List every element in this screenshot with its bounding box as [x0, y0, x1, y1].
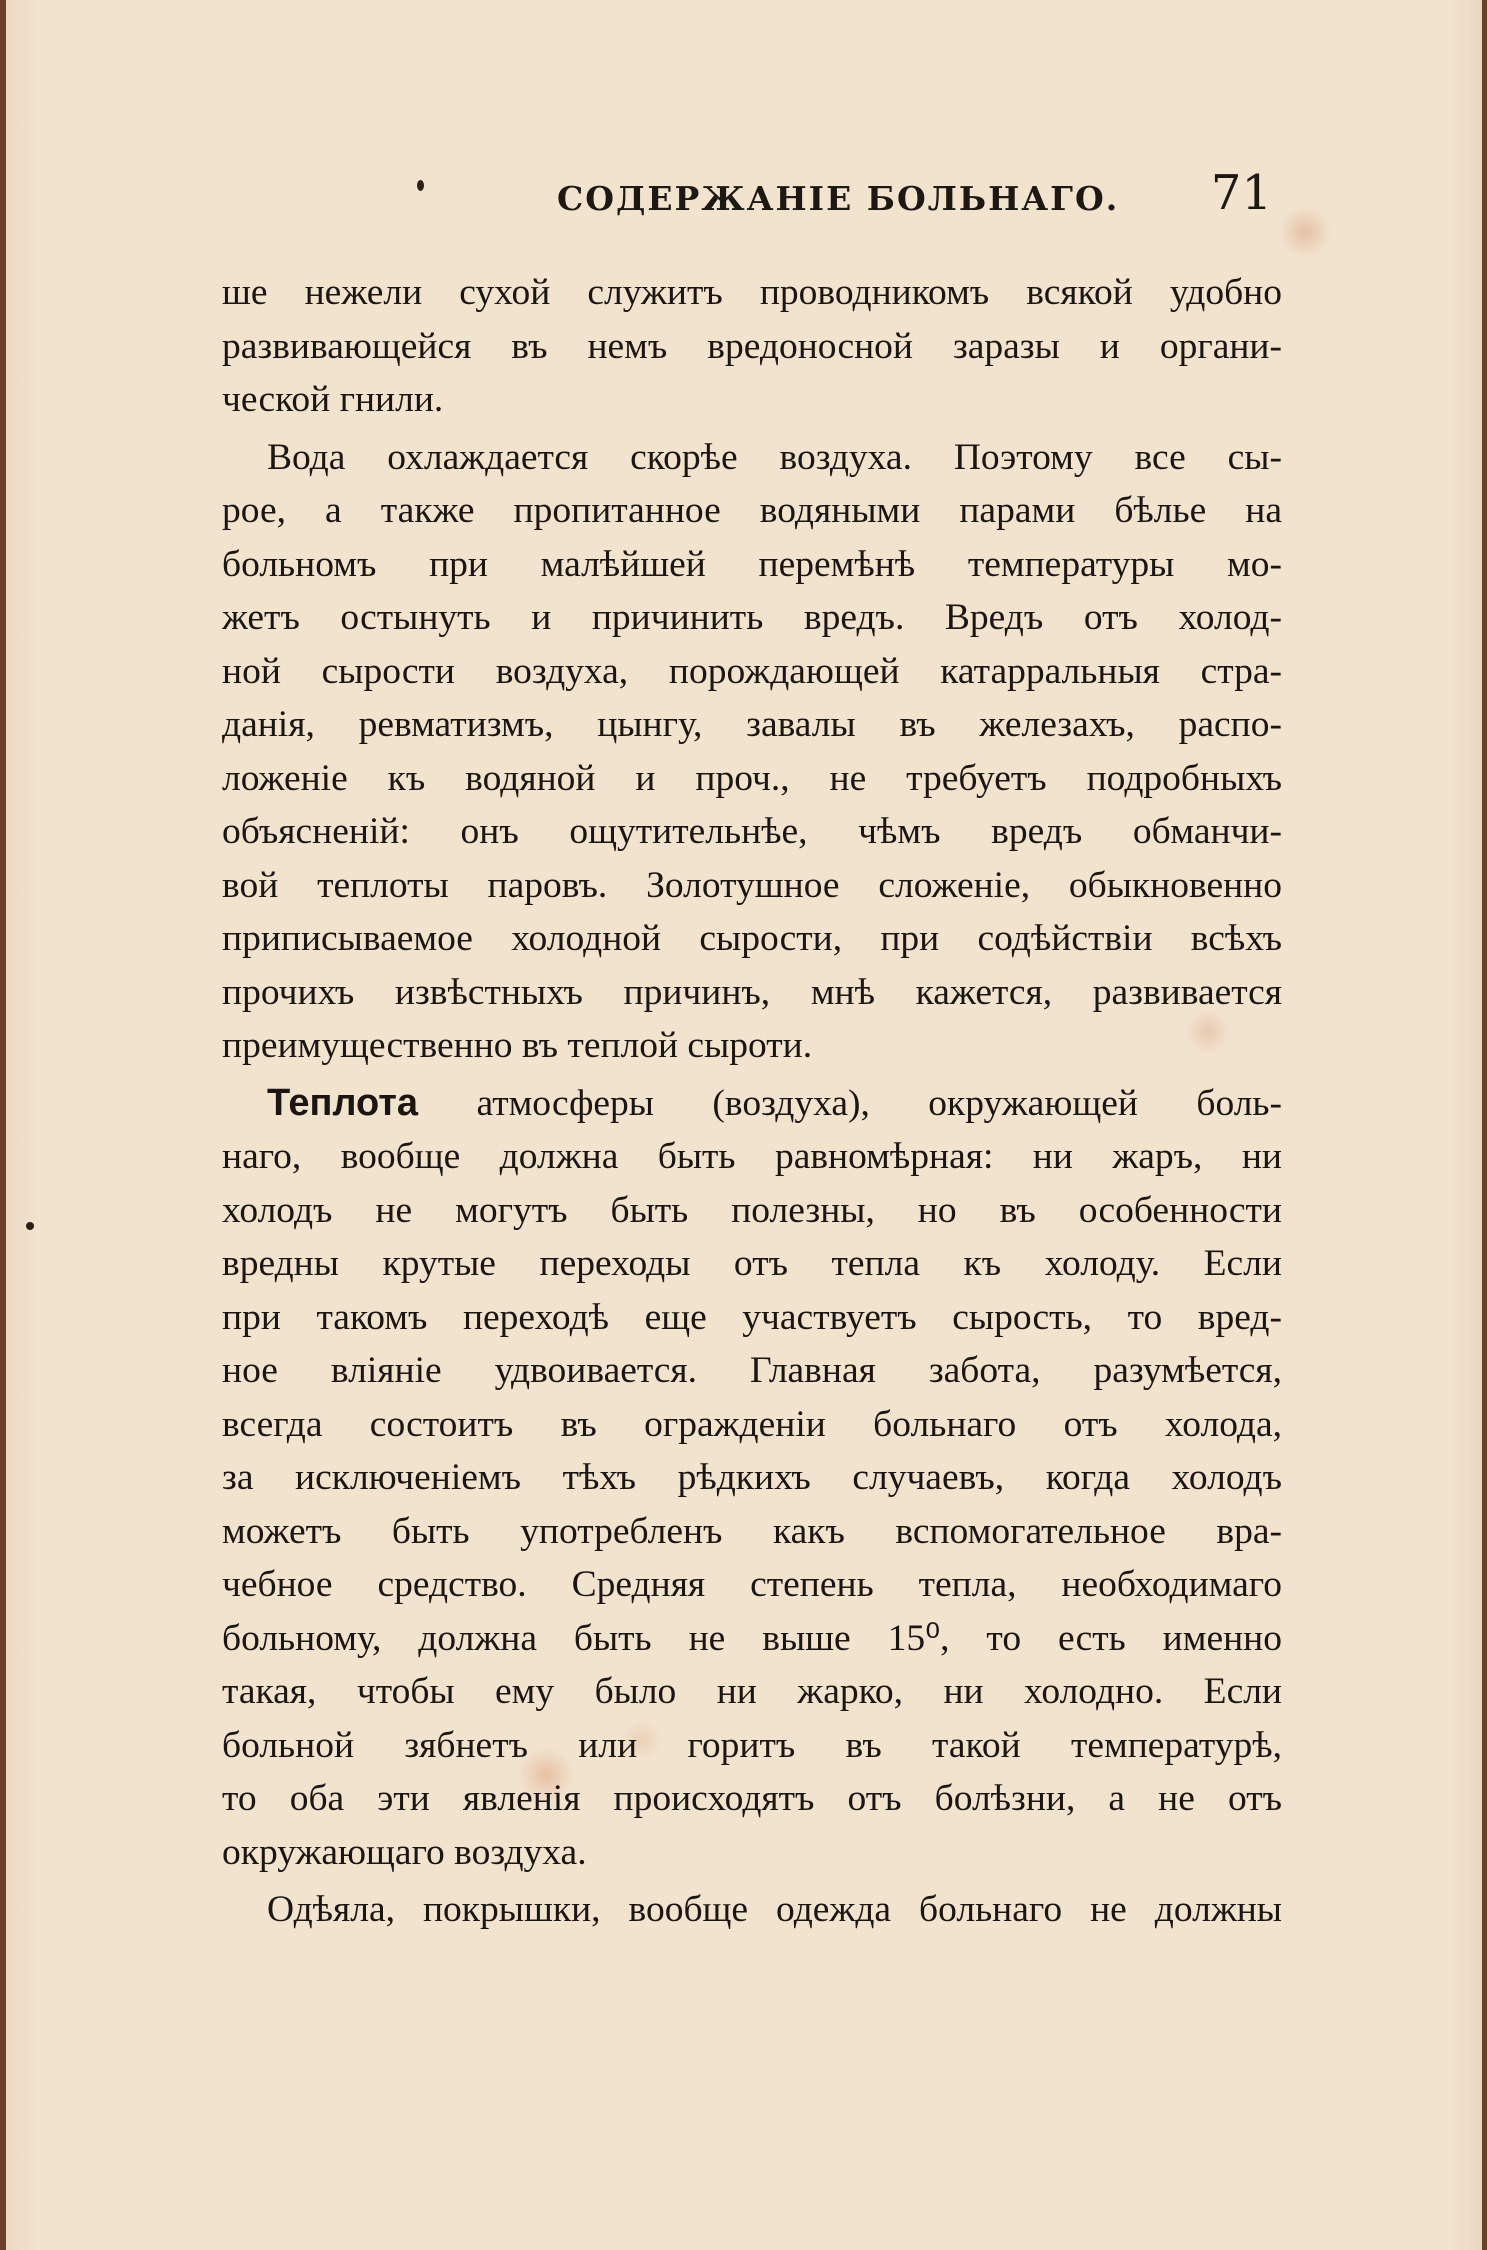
paragraph — [222, 1077, 1282, 1880]
paragraph — [222, 266, 1282, 427]
body-text — [222, 266, 1282, 1937]
page-left-edge — [0, 0, 6, 2250]
text-line: рое, а также пропитанное водяными парами бѣлье на — [222, 490, 1282, 531]
text-line: данія, ревматизмъ, цынгу, завалы въ железахъ, распо- — [222, 704, 1282, 745]
text-line: можетъ быть употребленъ какъ вспомогательное вра- — [222, 1510, 1282, 1552]
text-line: ческой гнили. — [222, 379, 444, 420]
text-line: преимущественно въ теплой сыроти. — [222, 1025, 813, 1066]
text-line: приписываемое холодной сырости, при содѣйствіи всѣхъ — [222, 918, 1282, 959]
text-line: окружающаго воздуха. — [222, 1831, 587, 1873]
text-line: холодъ не могутъ быть полезны, но въ особенности — [222, 1189, 1282, 1231]
text-line: жетъ остынуть и причинить вредъ. Вредъ отъ холод- — [222, 597, 1282, 638]
text-line: ложеніе къ водяной и проч., не требуетъ подробныхъ — [222, 757, 1282, 799]
section-lead-word: Теплота — [267, 1081, 419, 1124]
text-line: объясненій: онъ ощутительнѣе, чѣмъ вредъ обманчи- — [222, 811, 1282, 852]
text-line: за исключеніемъ тѣхъ рѣдкихъ случаевъ, когда холодъ — [222, 1457, 1282, 1498]
text-line: больной зябнетъ или горитъ въ такой температурѣ, — [222, 1724, 1282, 1766]
text-line: Вода охлаждается скорѣе воздуха. Поэтому все сы- — [267, 436, 1282, 478]
text-line: прочихъ извѣстныхъ причинъ, мнѣ кажется, развивается — [222, 971, 1282, 1013]
text-line: больномъ при малѣйшей перемѣнѣ температуры мо- — [222, 543, 1282, 585]
text-line: больному, должна быть не выше 15⁰, то есть именно — [222, 1617, 1282, 1659]
text-line: Одѣяла, покрышки, вообще одежда больнаго не должны — [267, 1889, 1282, 1930]
text-line: то оба эти явленія происходятъ отъ болѣзни, а не отъ — [222, 1778, 1282, 1819]
page-right-edge — [1482, 0, 1487, 2250]
page-header — [222, 165, 1272, 225]
text-line: вредны крутые переходы отъ тепла къ холоду. Если — [222, 1243, 1282, 1284]
text-line: при такомъ переходѣ еще участвуетъ сырость, то вред- — [222, 1296, 1282, 1338]
text-line — [222, 1077, 1282, 1131]
text-line: наго, вообще должна быть равномѣрная: ни жаръ, ни — [222, 1136, 1282, 1177]
text-line: ное вліяніе удвоивается. Главная забота, разумѣется, — [222, 1350, 1282, 1391]
page-number: 71 — [1210, 165, 1272, 221]
text-line: развивающейся въ немъ вредоносной заразы и органи- — [222, 325, 1282, 367]
text-line-rest: атмосферы (воздуха), окружающей боль- — [476, 1082, 1282, 1124]
running-title: СОДЕРЖАНІЕ БОЛЬНАГО. — [557, 179, 1120, 218]
text-line: всегда состоитъ въ огражденіи больнаго отъ холода, — [222, 1403, 1282, 1445]
text-line: чебное средство. Средняя степень тепла, необходимаго — [222, 1564, 1282, 1605]
text-line: ше нежели сухой служитъ проводникомъ всякой удобно — [222, 272, 1282, 313]
text-line: вой теплоты паровъ. Золотушное сложеніе, обыкновенно — [222, 864, 1282, 906]
ink-speck — [26, 1222, 34, 1230]
paragraph — [222, 1883, 1282, 1937]
paragraph — [222, 431, 1282, 1073]
text-line: ной сырости воздуха, порождающей катарральныя стра- — [222, 650, 1282, 692]
text-line: такая, чтобы ему было ни жарко, ни холодно. Если — [222, 1671, 1282, 1712]
